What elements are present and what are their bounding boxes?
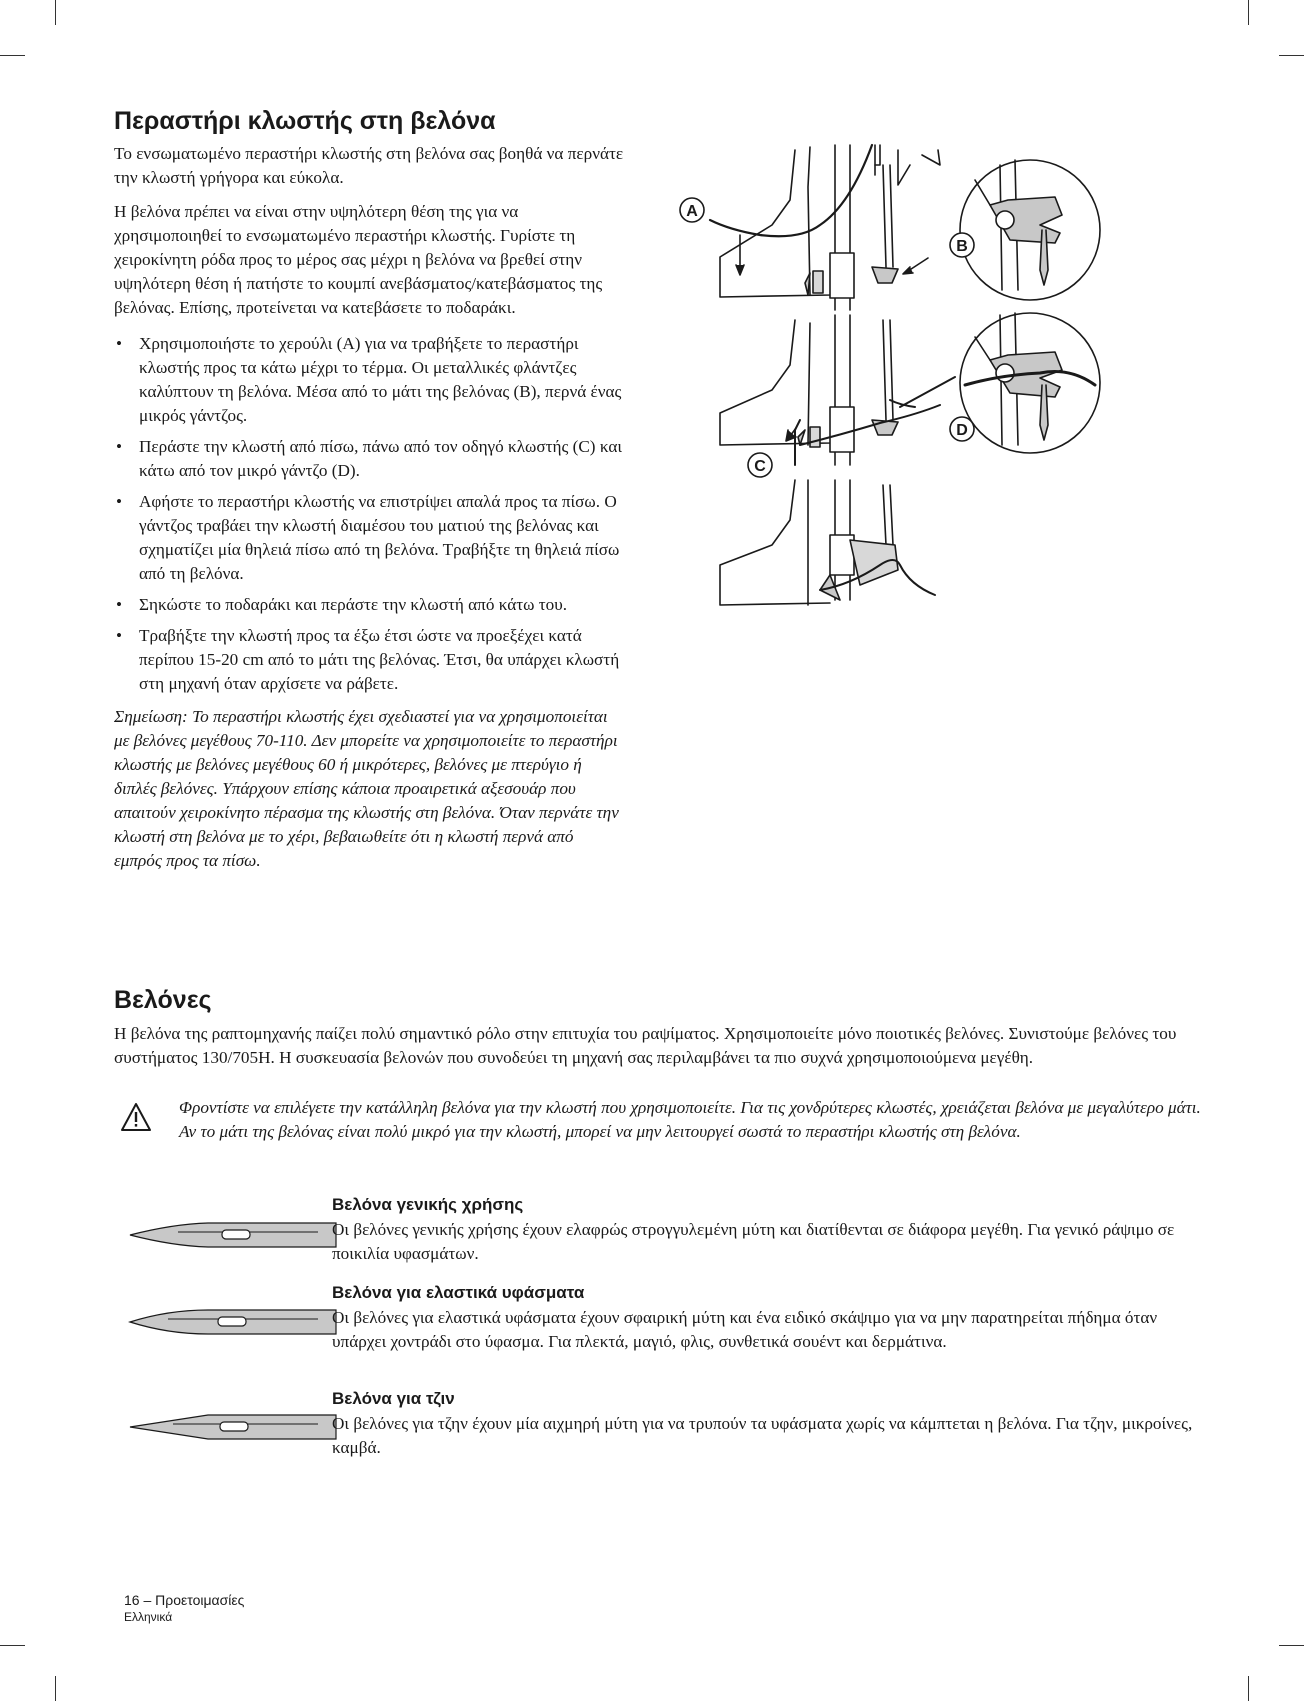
crop-mark xyxy=(1248,1676,1249,1701)
footer-page-number: 16 – Προετοιμασίες xyxy=(124,1592,245,1608)
crop-mark xyxy=(1248,0,1249,25)
section-title-needles: Βελόνες xyxy=(114,986,212,1014)
label-d xyxy=(950,417,974,441)
needle-threader-diagram xyxy=(686,145,1120,600)
svg-text:C: C xyxy=(754,458,766,475)
threader-note: Σημείωση: Το περαστήρι κλωστής έχει σχεδιαστεί για να χρησιμοποιείται με βελόνες μεγέθους 70-110. Δεν μπορείτε να χρησιμοποιείτε το περαστήρι κλωστής με βελόνες μεγέθους 60 ή μικρότερες, βελόνες με πτερύγιο ή διπλές βελόνες. Υπάρχουν επίσης κάποια προαιρετικά αξεσουάρ που απαιτούν χειροκίνητο πέρασμα της κλωστής στη βελόνα. Όταν περνάτε την κλωστή στη βελόνα με το χέρι, βεβαιωθείτε ότι η κλωστή περνά από εμπρός προς τα πίσω. xyxy=(114,707,619,870)
crop-mark xyxy=(55,1676,56,1701)
label-a xyxy=(680,198,704,222)
needle-type-title: Βελόνα για ελαστικά υφάσματα xyxy=(332,1283,585,1302)
crop-mark xyxy=(0,55,25,56)
crop-mark xyxy=(1279,1645,1304,1646)
svg-text:A: A xyxy=(686,203,698,220)
needle-type-description: Οι βελόνες για τζην έχουν μία αιχμηρή μύτη για να τρυπούν τα υφάσματα χωρίς να κάμπτεται η βελόνα. Για τζην, μικροίνες, καμβά. xyxy=(332,1414,1193,1457)
list-item: • Περάστε την κλωστή από πίσω, πάνω από τον οδηγό κλωστής (C) και κάτω από τον μικρό γάντζο (D). xyxy=(114,435,624,483)
thread-line xyxy=(800,405,940,445)
list-item: • Αφήστε το περαστήρι κλωστής να επιστρίψει απαλά προς τα πίσω. Ο γάντζος τραβάει την κλωστή διαμέσου του ματιού της βελόνας και σχηματίζει μία θηλειά πίσω από τη βελόνα. Τραβήξτε τη θηλειά πίσω από τη βελόνα. xyxy=(114,490,624,586)
needle-universal-illustration xyxy=(128,1220,338,1250)
panel-3 xyxy=(720,480,935,605)
crop-mark xyxy=(1279,55,1304,56)
needle-type-denim xyxy=(332,1388,1202,1460)
list-item: • Τραβήξτε την κλωστή προς τα έξω έτσι ώστε να προεξέχει κατά περίπου 15-20 cm από το μάτι της βελόνας. Έτσι, θα υπάρχει κλωστή στη μηχανή όταν αρχίσετε να ράβετε. xyxy=(114,624,624,696)
needle-type-title: Βελόνα για τζιν xyxy=(332,1389,455,1408)
needle-type-stretch xyxy=(332,1282,1202,1354)
list-item: • Χρησιμοποιήστε το χερούλι (A) για να τραβήξετε το περαστήρι κλωστής προς τα κάτω μέχρι το τέρμα. Οι μεταλλικές φλάντζες καλύπτουν τη βελόνα. Μέσα από το μάτι της βελόνας (B), περνά ένας μικρός γάντζος. xyxy=(114,332,624,428)
needle-denim-illustration xyxy=(128,1412,338,1442)
threader-steps xyxy=(114,332,624,696)
footer-language: Ελληνικά xyxy=(124,1610,173,1624)
warning-block xyxy=(114,1096,1204,1144)
needle-type-universal xyxy=(332,1194,1202,1266)
threader-instructions: Η βελόνα πρέπει να είναι στην υψηλότερη θέση της για να χρησιμοποιηθεί το ενσωματωμένο περαστήρι κλωστής. Γυρίστε τη χειροκίνητη ρόδα προς το μέρος σας μέχρι η βελόνα να βρεθεί στην υψηλότερη θέση ή πατήστε το κουμπί ανεβάσματος/κατεβάσματος της βελόνας. Επίσης, προτείνεται να κατεβάσετε το ποδαράκι. xyxy=(114,202,603,317)
crop-mark xyxy=(55,0,56,25)
section-title-needle-threader: Περαστήρι κλωστής στη βελόνα xyxy=(114,107,496,135)
svg-text:D: D xyxy=(956,422,968,439)
needle-type-description: Οι βελόνες γενικής χρήσης έχουν ελαφρώς στρογγυλεμένη μύτη και διατίθενται σε διάφορα μεγέθη. Για γενικό ράψιμο σε ποικιλία υφασμάτων. xyxy=(332,1220,1175,1263)
needle-type-description: Οι βελόνες για ελαστικά υφάσματα έχουν σφαιρική μύτη και ένα ειδικό σκάψιμο για να μην παρατηρείται πήδημα όταν υπάρχει χοντράδι στο ύφασμα. Για πλεκτά, μαγιό, φλις, συνθετικά σουέντ και δερμάτινα. xyxy=(332,1308,1158,1351)
label-c xyxy=(748,453,772,477)
label-b xyxy=(950,233,974,257)
panel-1 xyxy=(720,145,940,310)
threader-text-column xyxy=(114,142,624,873)
zoom-circle-d xyxy=(960,313,1100,453)
needle-type-title: Βελόνα γενικής χρήσης xyxy=(332,1195,524,1214)
list-item: • Σηκώστε το ποδαράκι και περάστε την κλωστή από κάτω του. xyxy=(114,593,624,617)
svg-text:B: B xyxy=(956,238,968,255)
needles-intro: Η βελόνα της ραπτομηχανής παίζει πολύ σημαντικό ρόλο στην επιτυχία του ραψίματος. Χρησιμοποιείτε μόνο ποιοτικές βελόνες. Συνιστούμε βελόνες του συστήματος 130/705H. Η συσκευασία βελονών που συνοδεύει τη μηχανή σας περιλαμβάνει τα πιο συχνά χρησιμοποιούμενα μεγέθη. xyxy=(114,1024,1177,1067)
crop-mark xyxy=(0,1645,25,1646)
zoom-circle-b xyxy=(960,160,1100,300)
warning-icon xyxy=(120,1102,152,1132)
warning-text: Φροντίστε να επιλέγετε την κατάλληλη βελόνα για την κλωστή που χρησιμοποιείτε. Για τις χονδρύτερες κλωστές, χρειάζεται βελόνα με μεγαλύτερο μάτι. Αν το μάτι της βελόνας είναι πολύ μικρό για την κλωστή, μπορεί να μην λειτουργεί σωστά το περαστήρι κλωστής στη βελόνα. xyxy=(179,1098,1201,1141)
threader-intro: Το ενσωματωμένο περαστήρι κλωστής στη βελόνα σας βοηθά να περνάτε την κλωστή γρήγορα και εύκολα. xyxy=(114,144,624,187)
needle-stretch-illustration xyxy=(128,1307,338,1337)
